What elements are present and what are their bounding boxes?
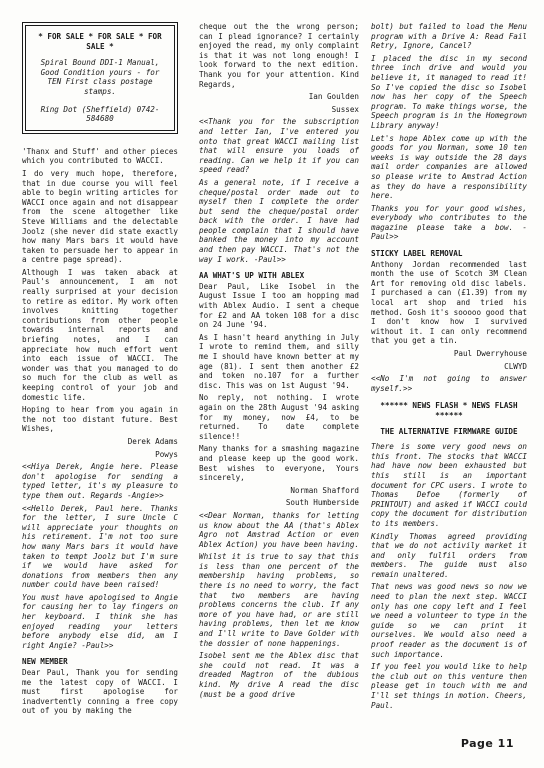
signature-place: South Humberside	[285, 498, 359, 508]
section-heading-ablex: AA WHAT'S UP WITH ABLEX	[199, 271, 305, 281]
section-heading-sticky-label: STICKY LABEL REMOVAL	[371, 249, 463, 259]
signature-place: Powys	[155, 449, 178, 459]
column-right	[371, 22, 527, 713]
for-sale-contact: Ring Dot (Sheffield) 0742-584680	[40, 104, 160, 124]
section-heading-firmware-guide: THE ALTERNATIVE FIRMWARE GUIDE	[380, 426, 518, 436]
editor-reply: Isobel sent me the Ablex disc that she could not read. It was a dreaded Magtron of the dubious kind. My drive A read the disc (must be a good drive	[199, 651, 359, 699]
editor-reply: As a general note, if I receive a cheque/postal order made out to myself then I complete the order but send the cheque/postal order back with the order. I have had people complain that I should have banked the money into my account and then pay WACCI. That's not the way I work. -Paul>>	[199, 177, 359, 264]
signature-place: Sussex	[331, 104, 359, 114]
editor-reply: <<Dear Norman, thanks for letting us know about the AA (that's Ablex Agro not Amstrad Action or even Ablex Action) you have been having.	[199, 510, 360, 549]
signature-place: CLWYD	[504, 361, 527, 371]
signature-name: Ian Goulden	[308, 92, 359, 102]
paragraph: As I hasn't heard anything in July I wrote to remind them, and silly me I should have known better at my age (81). I sent them another £2 and token no.107 for a further disc. This was on 1st August '94.	[199, 332, 360, 390]
news-flash-banner: ****** NEWS FLASH * NEWS FLASH ******	[380, 401, 518, 420]
paragraph: Dear Paul, Like Isobel in the August Issue I too am hopping mad with Ablex Audio. I sent a cheque for £2 and AA token 108 for a disc on 24 June '94.	[199, 281, 359, 330]
paragraph: Many thanks for a smashing magazine and please keep up the good work. Best wishes to everyone, Yours sincerely,	[199, 444, 360, 483]
editor-reply: You must have apologised to Angie for causing her to lay fingers on her keyboard. I think she has enjoyed reading your letters before anybody else did, am I right Angie? -Paul>>	[22, 592, 178, 650]
editor-reply: Let's hope Ablex come up with the goods for you Norman, some 10 ten weeks is way outside the 28 days mail order companies are allowed so please write to Amstrad Action as they do have a responsibility here.	[371, 133, 527, 201]
for-sale-box	[25, 25, 175, 131]
editor-article: Kindly Thomas agreed providing that we do not activily market it and only fulfil orders from members. The guide must also remain unaltered.	[371, 531, 527, 579]
editor-reply: <<No I'm not going to answer myself.>>	[371, 374, 527, 393]
paragraph: Dear Paul, Thank you for sending me the latest copy of WACCI. I must first apologise for inadvertently conning a free copy out of you by making the	[22, 668, 178, 716]
paragraph: cheque out the the wrong person; can I plead ignorance? I certainly enjoyed the read, my only complaint is that it was not long enough! I look forward to the next edition. Thank you for your attention. Kind Regards,	[199, 22, 360, 89]
paragraph: 'Thanx and Stuff' and other pieces which you contributed to WACCI.	[22, 146, 178, 166]
editor-reply: I placed the disc in my second three inch drive and would you believe it, it managed to read it! So I've copied the disc so Isobel now has her copy of the Speech program. To make things worse, the Speech program is in the Homegrown Library anyway!	[371, 53, 527, 130]
page-number: Page 11	[460, 737, 514, 750]
editor-article: That news was good news so now we need to plan the next step. WACCI only has one copy left and I feel we need a volunteer to type in the guide so we can print it ourselves. We would also need a proof reader as the document is of such importance.	[371, 582, 527, 659]
column-middle	[199, 22, 359, 702]
section-heading-new-member: NEW MEMBER	[22, 657, 68, 667]
for-sale-body: Spiral Bound DDI-1 Manual, Good Condition yours - for TEN First class postage stamps.	[40, 58, 160, 96]
paragraph: No reply, not nothing. I wrote again on the 28th August '94 asking for my money, now £4, to be returned. To date complete silence!!	[199, 393, 360, 441]
editor-article: If you feel you would like to help the club out on this venture then please get in touch with me and I'll set things in motion. Cheers, Paul.	[371, 662, 527, 710]
editor-reply: Thanks you for your good wishes, everybody who contributes to the magazine please take a bow. -Paul>>	[371, 203, 527, 242]
column-left	[22, 22, 178, 719]
paragraph: Hoping to hear from you again in the not too distant future. Best Wishes,	[22, 405, 178, 434]
paragraph: Although I was taken aback at Paul's announcement, I am not really surprised at your decision to retire as editor. My work often involves knitting together contributions from other people towards internal reports and briefing notes, and I can appreciate how much effort went into each issue of WACCI. The wonder was that you managed to do so much for the club as well as keeping control of your job and domestic life.	[22, 267, 178, 402]
signature-name: Derek Adams	[127, 436, 178, 446]
editor-article: There is some very good news on this front. The stocks that WACCI had have now been exhausted but this still is an important document for CPC users. I wrote to Thomas Defoe (formerly of PRINTOUT) and asked if WACCI could copy the document for distribution to its members.	[371, 442, 527, 528]
editor-reply: <<Thank you for the subscription and letter Ian, I've entered you onto that great WACCI mailing list that will ensure you loads of reading. Can we help it if you can speed read?	[199, 117, 359, 175]
editor-reply: <<Hiya Derek, Angie here. Please don't apologise for sending a typed letter, it's my pleasure to type them out. Regards -Angie>>	[22, 462, 178, 500]
for-sale-title: * FOR SALE * FOR SALE * FOR SALE *	[38, 32, 162, 51]
paragraph: Anthony Jordan recommended last month the use of Scotch 3M Clean Art for removing old disc labels. I purchased a can (£1.39) from my local art shop and tried his method. Gosh it's sooooo good that I don't know how I survived without it. I can only recommend that you get a tin.	[371, 259, 527, 346]
signature-name: Norman Shafford	[290, 485, 359, 495]
editor-reply: bolt) but failed to load the Menu program with a Drive A: Read Fail Retry, Ignore, Cancel?	[371, 22, 527, 51]
editor-reply: Whilst it is true to say that this is less than one percent of the membership having problems, so there is no need to worry, the fact that two members are having problems concerns the club. If any more of you have had, or are still having problems, then let me know and I'll write to Dave Golder with the dossier of none happenings.	[199, 552, 360, 648]
paragraph: I do very much hope, therefore, that in due course you will feel able to begin writing articles for WACCI once again and not disappear from the scene altogether like Steve Williams and the delectable Joolz (she never did state exactly how many Mars bars it would have taken to persuade her to appear in a centre page spread).	[22, 168, 178, 265]
editor-reply: <<Hello Derek, Paul here. Thanks for the letter, I sure Uncle C will appreciate your thoughts on his retirement. I'm not too sure how many Mars bars it would have taken to tempt Joolz but I'm sure if we would have asked for donations from members then any number could have been raised!	[22, 503, 178, 590]
signature-name: Paul Dwerryhouse	[453, 349, 527, 358]
